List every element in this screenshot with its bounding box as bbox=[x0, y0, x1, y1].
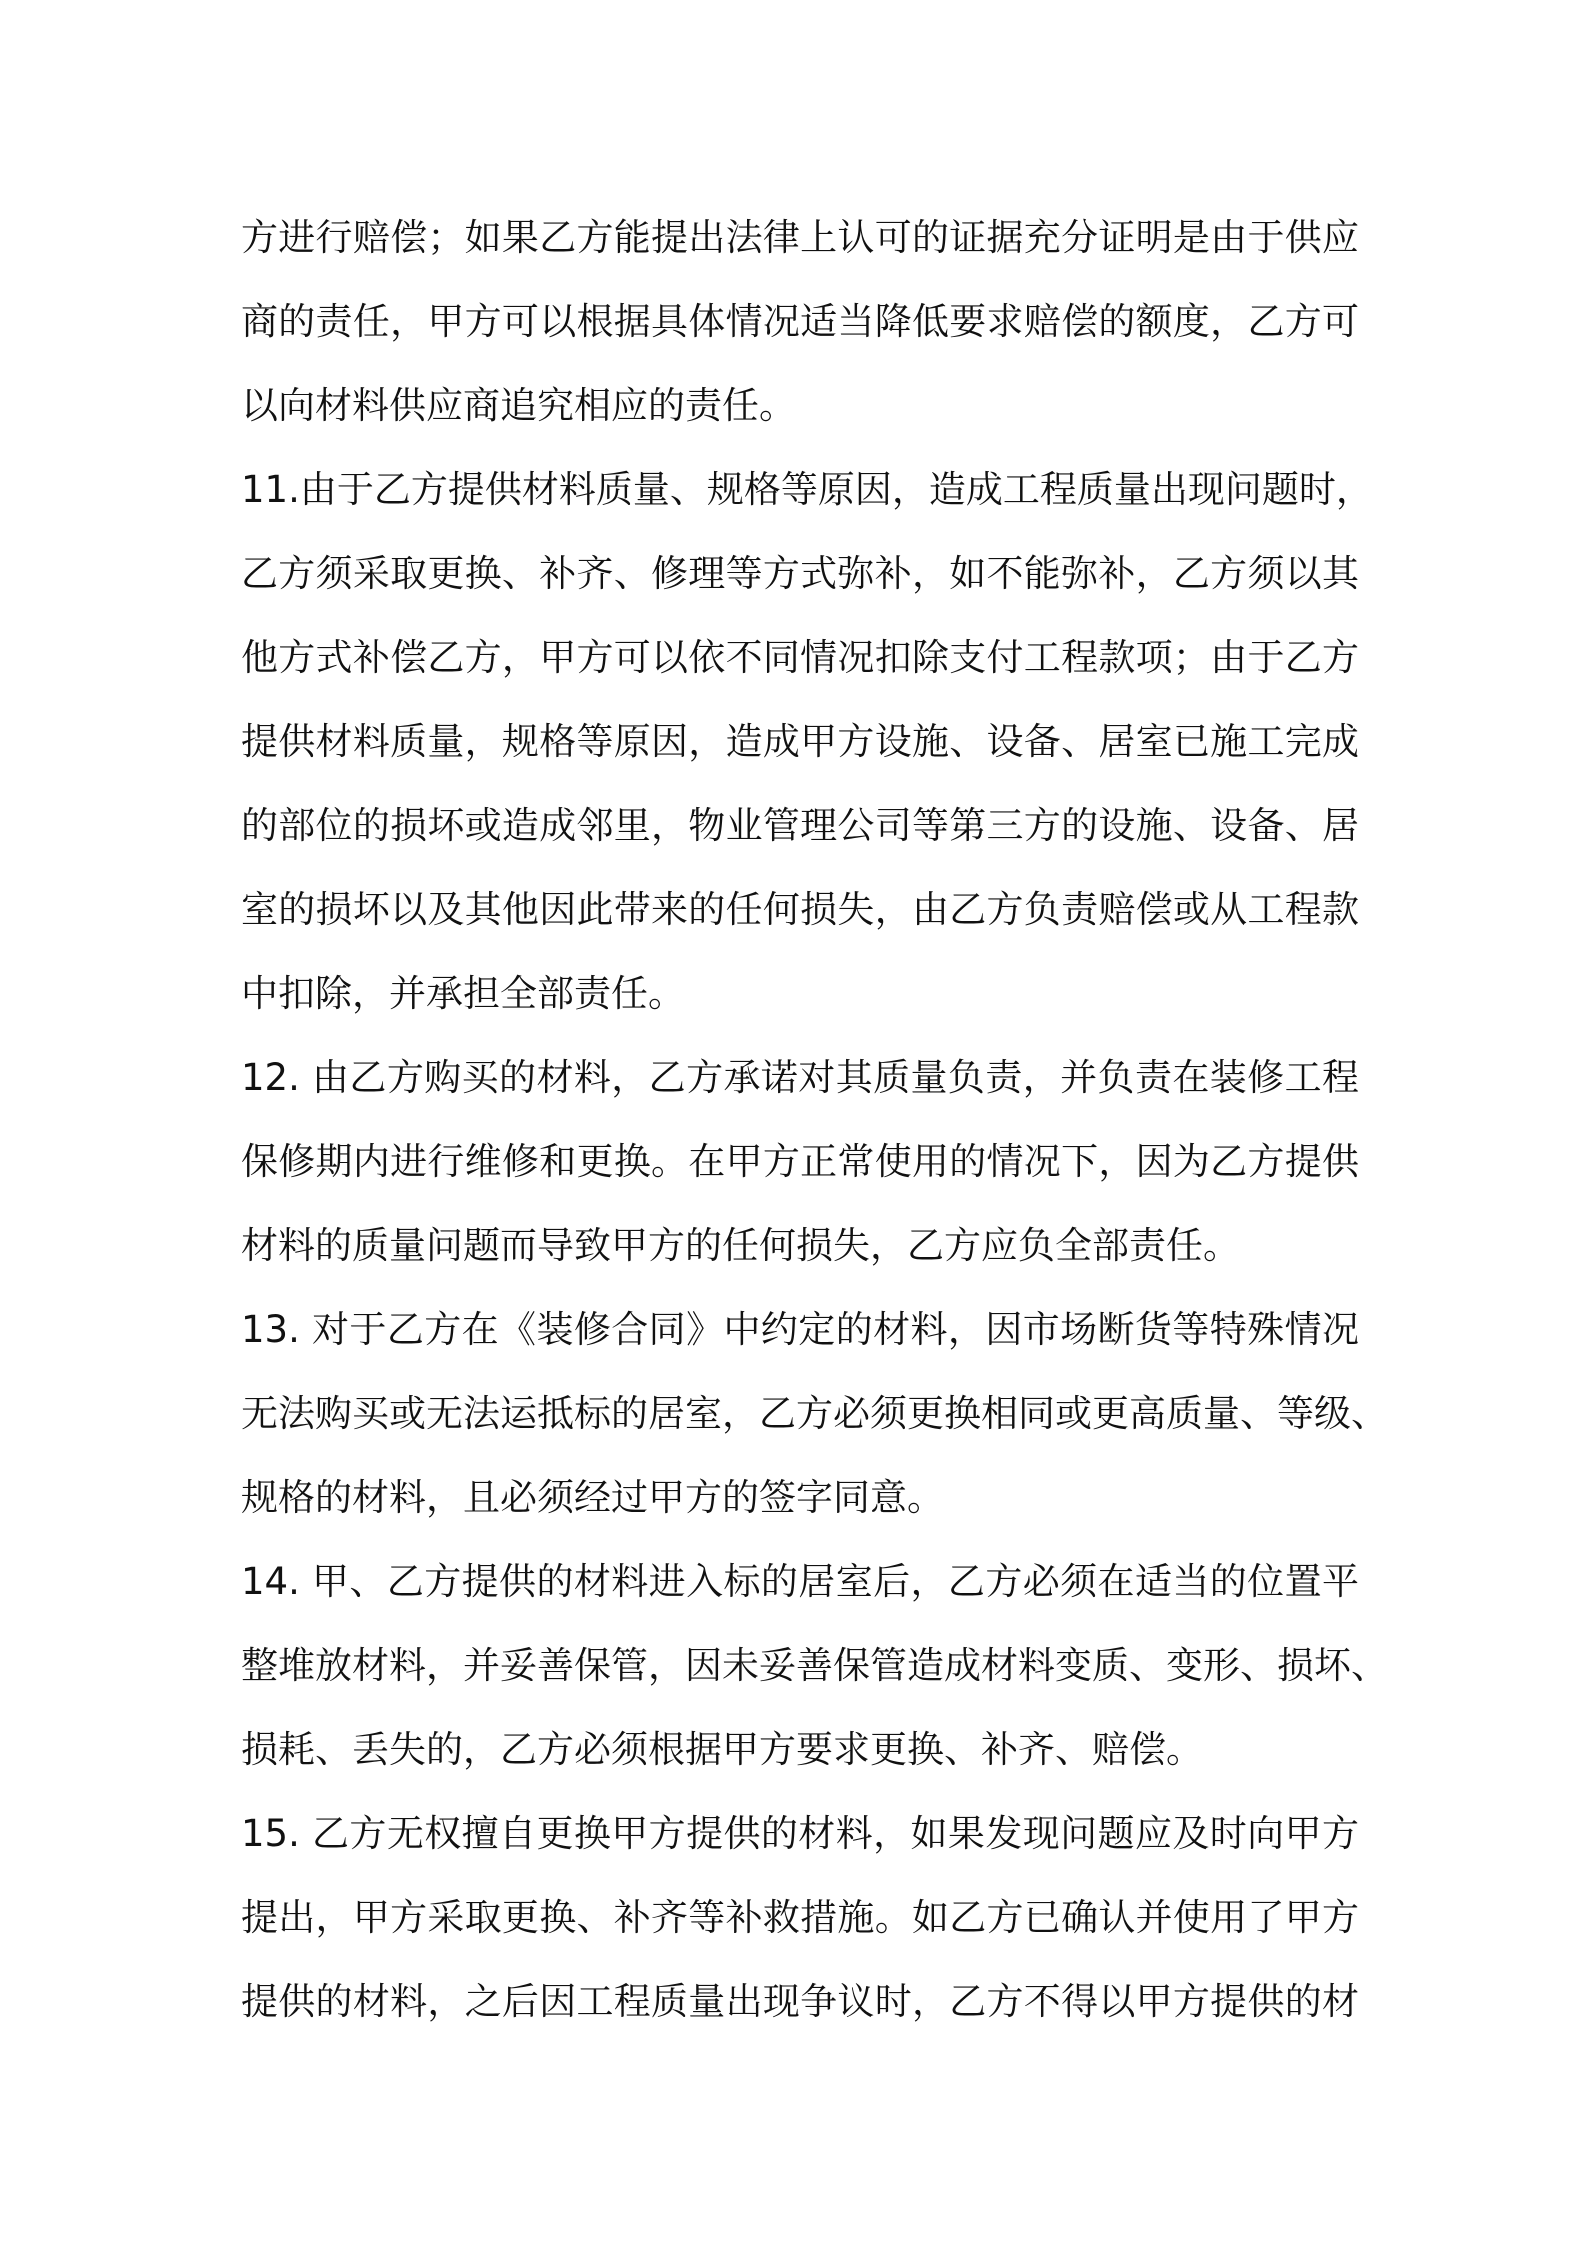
text-line-3: 以向材料供应商追究相应的责任。 bbox=[241, 384, 796, 427]
clause-15-line-1: 15. 乙方无权擅自更换甲方提供的材料，如果发现问题应及时向甲方 bbox=[241, 1812, 1359, 1855]
clause-13-line-2: 无法购买或无法运抵标的居室，乙方必须更换相同或更高质量、等级、 bbox=[241, 1392, 1388, 1435]
clause-13-line-1: 13. 对于乙方在《装修合同》中约定的材料，因市场断货等特殊情况 bbox=[241, 1308, 1359, 1351]
clause-13-line-3: 规格的材料，且必须经过甲方的签字同意。 bbox=[241, 1476, 944, 1519]
clause-11-line-3: 他方式补偿乙方，甲方可以依不同情况扣除支付工程款项；由于乙方 bbox=[241, 636, 1359, 679]
clause-14-line-3: 损耗、丢失的，乙方必须根据甲方要求更换、补齐、赔偿。 bbox=[241, 1728, 1203, 1771]
clause-12-line-3: 材料的质量问题而导致甲方的任何损失，乙方应负全部责任。 bbox=[241, 1224, 1240, 1267]
clause-15-line-2: 提出，甲方采取更换、补齐等补救措施。如乙方已确认并使用了甲方 bbox=[241, 1896, 1359, 1939]
clause-15-line-3: 提供的材料，之后因工程质量出现争议时，乙方不得以甲方提供的材 bbox=[241, 1980, 1359, 2023]
clause-11-line-6: 室的损坏以及其他因此带来的任何损失，由乙方负责赔偿或从工程款 bbox=[241, 888, 1359, 931]
clause-11-line-4: 提供材料质量，规格等原因，造成甲方设施、设备、居室已施工完成 bbox=[241, 720, 1359, 763]
clause-12-line-1: 12. 由乙方购买的材料，乙方承诺对其质量负责，并负责在装修工程 bbox=[241, 1056, 1359, 1099]
clause-14-line-1: 14. 甲、乙方提供的材料进入标的居室后，乙方必须在适当的位置平 bbox=[241, 1560, 1359, 1603]
contract-text bbox=[241, 196, 1388, 2044]
clause-11-line-2: 乙方须采取更换、补齐、修理等方式弥补，如不能弥补，乙方须以其 bbox=[241, 552, 1359, 595]
text-line-1: 方进行赔偿；如果乙方能提出法律上认可的证据充分证明是由于供应 bbox=[241, 216, 1359, 259]
clause-11-line-5: 的部位的损坏或造成邻里，物业管理公司等第三方的设施、设备、居 bbox=[241, 804, 1359, 847]
clause-12-line-2: 保修期内进行维修和更换。在甲方正常使用的情况下，因为乙方提供 bbox=[241, 1140, 1359, 1183]
clause-11-line-1: 11.由于乙方提供材料质量、规格等原因，造成工程质量出现问题时， bbox=[241, 468, 1373, 511]
text-line-2: 商的责任，甲方可以根据具体情况适当降低要求赔偿的额度，乙方可 bbox=[241, 300, 1359, 343]
clause-11-line-7: 中扣除，并承担全部责任。 bbox=[241, 972, 685, 1015]
clause-14-line-2: 整堆放材料，并妥善保管，因未妥善保管造成材料变质、变形、损坏、 bbox=[241, 1644, 1388, 1687]
